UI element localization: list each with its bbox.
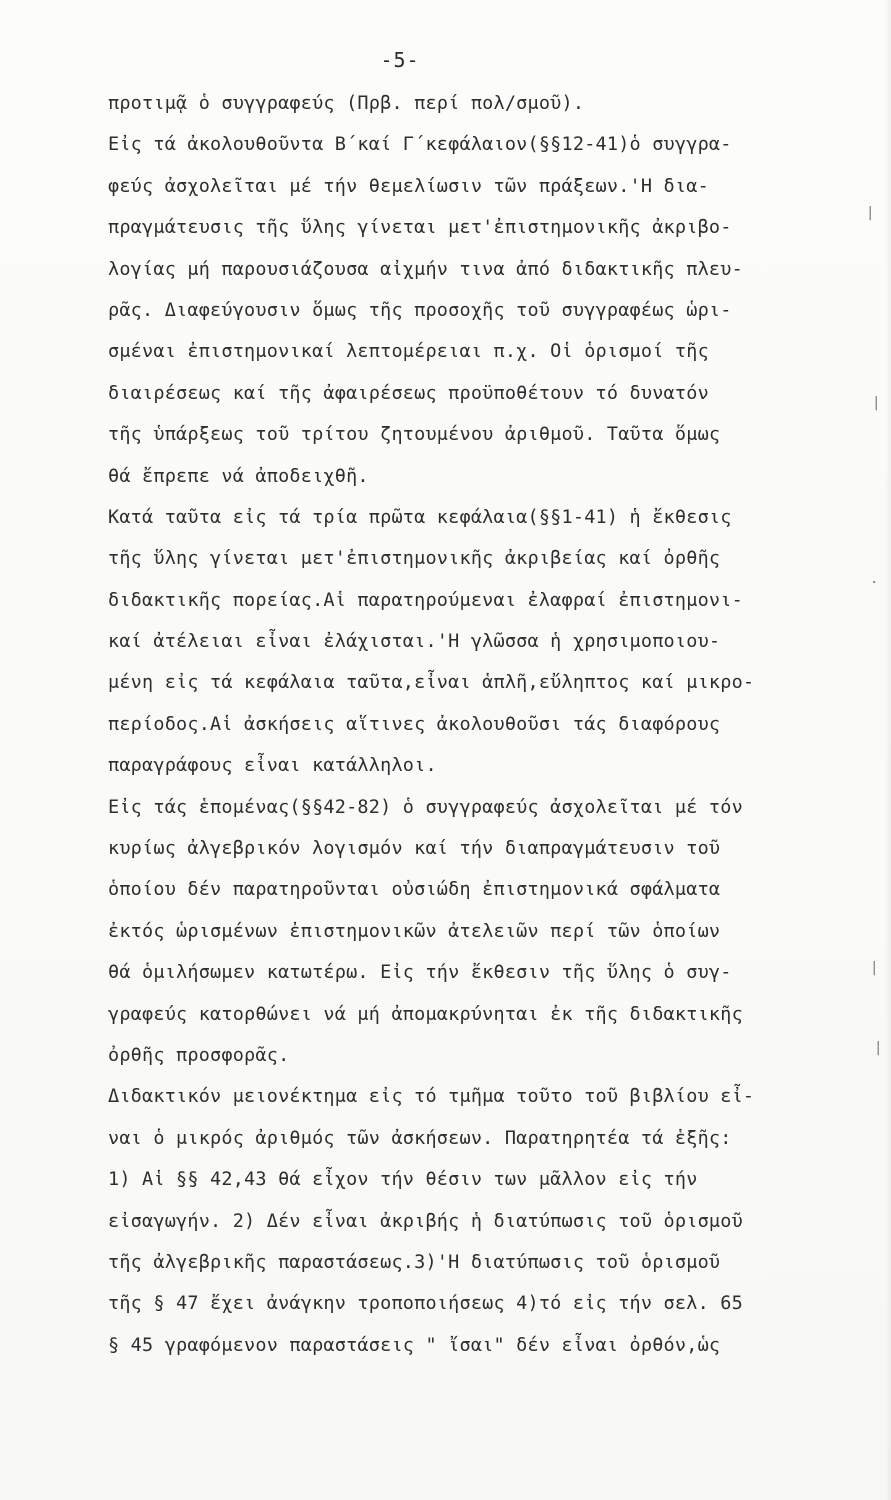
text-line: γραφεύς κατορθώνει νά μή ἀπομακρύνηται ἐκ τῆς διδακτικῆς (108, 1003, 743, 1025)
text-line: θά ἔπρεπε νά ἀποδειχθῆ. (108, 465, 369, 487)
text-line: κυρίως ἀλγεβρικόν λογισμόν καί τήν διαπραγμάτευσιν τοῦ (108, 838, 721, 860)
text-line: θά ὁμιλήσωμεν κατωτέρω. Εἰς τήν ἔκθεσιν τῆς ὕλης ὁ συγ- (108, 962, 732, 984)
text-line: μένη εἰς τά κεφάλαια ταῦτα,εἶναι ἁπλῆ,εὔληπτος καί μικρο- (108, 672, 755, 694)
text-line: ἐκτός ὡρισμένων ἐπιστημονικῶν ἀτελειῶν περί τῶν ὁποίων (108, 920, 721, 942)
text-line: πραγμάτευσις τῆς ὕλης γίνεται μετ'ἐπιστημονικῆς ἀκριβο- (108, 217, 732, 239)
margin-tick: | (872, 395, 881, 411)
margin-tick: | (866, 205, 875, 221)
margin-tick: | (870, 960, 879, 976)
text-line: § 45 γραφόμενον παραστάσεις " ἴσαι" δέν εἶναι ὀρθόν,ὡς (108, 1334, 721, 1356)
text-line: περίοδος.Αἱ ἀσκήσεις αἵτινες ἀκολουθοῦσι τάς διαφόρους (108, 713, 721, 735)
text-line: παραγράφους εἶναι κατάλληλοι. (108, 755, 437, 777)
text-line: Κατά ταῦτα εἰς τά τρία πρῶτα κεφάλαια(§§1-41) ἡ ἔκθεσις (108, 506, 732, 528)
margin-tick: | (874, 1040, 883, 1056)
text-line: Εἰς τάς ἑπομένας(§§42-82) ὁ συγγραφεύς ἀσχολεῖται μέ τόν (108, 796, 743, 818)
page-edge-shadow (885, 0, 891, 1500)
text-line: καί ἀτέλειαι εἶναι ἐλάχισται.'Η γλῶσσα ἡ χρησιμοποιου- (108, 631, 721, 653)
text-line: φεύς ἀσχολεῖται μέ τήν θεμελίωσιν τῶν πράξεων.'Η δια- (108, 175, 709, 197)
text-line: Εἰς τά ἀκολουθοῦντα Β΄καί Γ΄κεφάλαιον(§§12-41)ὁ συγγρα- (108, 134, 732, 156)
text-line: προτιμᾷ ὁ συγγραφεύς (Πρβ. περί πολ/σμοῦ). (108, 93, 585, 114)
text-line: τῆς ἀλγεβρικῆς παραστάσεως.3)'Η διατύπωσις τοῦ ὁρισμοῦ (108, 1251, 721, 1273)
text-line: διδακτικῆς πορείας.Αἱ παρατηρούμεναι ἐλαφραί ἐπιστημονι- (108, 589, 743, 611)
text-line: ρᾶς. Διαφεύγουσιν ὅμως τῆς προσοχῆς τοῦ συγγραφέως ὡρι- (108, 299, 732, 321)
text-line: σμέναι ἐπιστημονικαί λεπτομέρειαι π.χ. Οἱ ὁρισμοί τῆς (108, 341, 709, 363)
text-line: τῆς § 47 ἔχει ἀνάγκην τροποποιήσεως 4)τό εἰς τήν σελ. 65 (108, 1293, 743, 1315)
text-line: ναι ὁ μικρός ἀριθμός τῶν ἀσκήσεων. Παρατηρητέα τά ἑξῆς: (108, 1127, 732, 1149)
text-line: ὀρθῆς προσφορᾶς. (108, 1044, 290, 1066)
page-number: -5- (380, 48, 420, 72)
text-line: Διδακτικόν μειονέκτημα εἰς τό τμῆμα τοῦτο τοῦ βιβλίου εἶ- (108, 1086, 755, 1108)
text-line: λογίας μή παρουσιάζουσα αἰχμήν τινα ἀπό διδακτικῆς πλευ- (108, 258, 743, 280)
text-line: τῆς ὑπάρξεως τοῦ τρίτου ζητουμένου ἀριθμοῦ. Ταῦτα ὅμως (108, 424, 721, 446)
text-line: τῆς ὕλης γίνεται μετ'ἐπιστημονικῆς ἀκριβείας καί ὀρθῆς (108, 548, 721, 570)
body-text (108, 83, 868, 1366)
text-line: εἰσαγωγήν. 2) Δέν εἶναι ἀκριβής ἡ διατύπωσις τοῦ ὁρισμοῦ (108, 1210, 743, 1232)
text-line: 1) Αἱ §§ 42,43 θά εἶχον τήν θέσιν των μᾶλλον εἰς τήν (108, 1169, 698, 1191)
text-line: διαιρέσεως καί τῆς ἀφαιρέσεως προϋποθέτουν τό δυνατόν (108, 382, 709, 404)
text-line: ὁποίου δέν παρατηροῦνται οὐσιώδη ἐπιστημονικά σφάλματα (108, 879, 721, 901)
margin-tick: · (870, 575, 879, 591)
